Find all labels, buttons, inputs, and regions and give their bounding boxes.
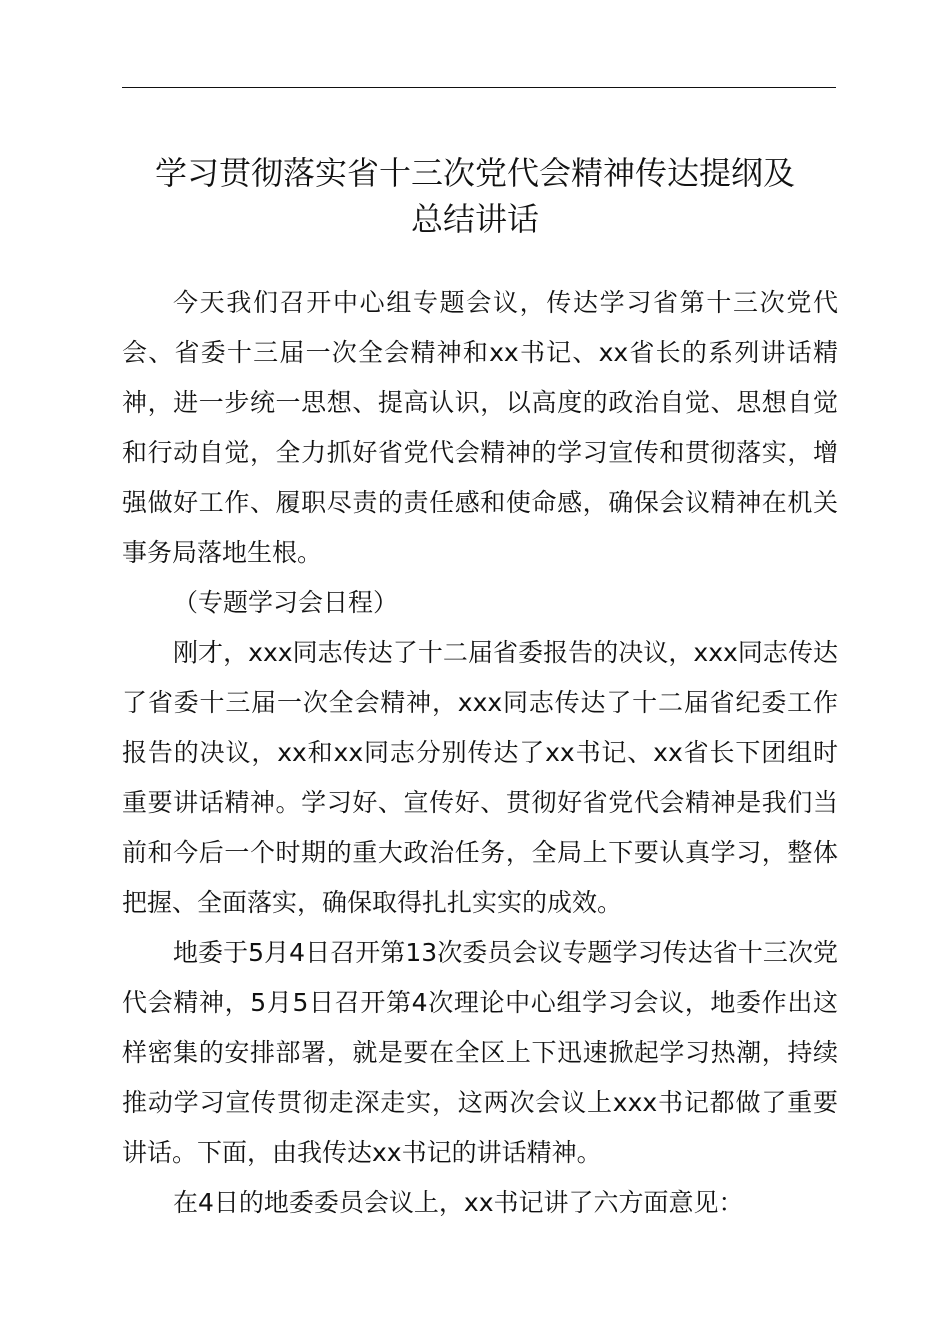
title-line-1: 学习贯彻落实省十三次党代会精神传达提纲及 <box>154 154 795 192</box>
paragraph-prefecture: 地委于5月4日召开第13次委员会议专题学习传达省十三次党代会精神，5月5日召开第4次理论中心组学习会议，地委作出这样密集的安排部署，就是要在全区上下迅速掀起学习热潮，持续推动学习宣传贯彻走深走实，这两次会议上xxx书记都做了重要讲话。下面，由我传达xx书记的讲话精神。 <box>122 938 838 1167</box>
paragraph-intro: 今天我们召开中心组专题会议，传达学习省第十三次党代会、省委十三届一次全会精神和xx书记、xx省长的系列讲话精神，进一步统一思想、提高认识，以高度的政治自觉、思想自觉和行动自觉，全力抓好省党代会精神的学习宣传和贯彻落实，增强做好工作、履职尽责的责任感和使命感，确保会议精神在机关事务局落地生根。 <box>122 288 838 567</box>
paragraph-schedule: （专题学习会日程） <box>173 588 399 617</box>
paragraph-summary: 刚才，xxx同志传达了十二届省委报告的决议，xxx同志传达了省委十三届一次全会精神，xxx同志传达了十二届省纪委工作报告的决议，xx和xx同志分别传达了xx书记、xx省长下团组时重要讲话精神。学习好、宣传好、贯彻好省党代会精神是我们当前和今后一个时期的重大政治任务，全局上下要认真学习，整体把握、全面落实，确保取得扎扎实实的成效。 <box>122 638 838 917</box>
header-rule <box>122 87 836 88</box>
paragraph-six-points: 在4日的地委委员会议上，xx书记讲了六方面意见： <box>173 1188 744 1217</box>
document-title <box>100 150 850 242</box>
document-body <box>122 278 838 1228</box>
title-line-2: 总结讲话 <box>410 200 539 238</box>
